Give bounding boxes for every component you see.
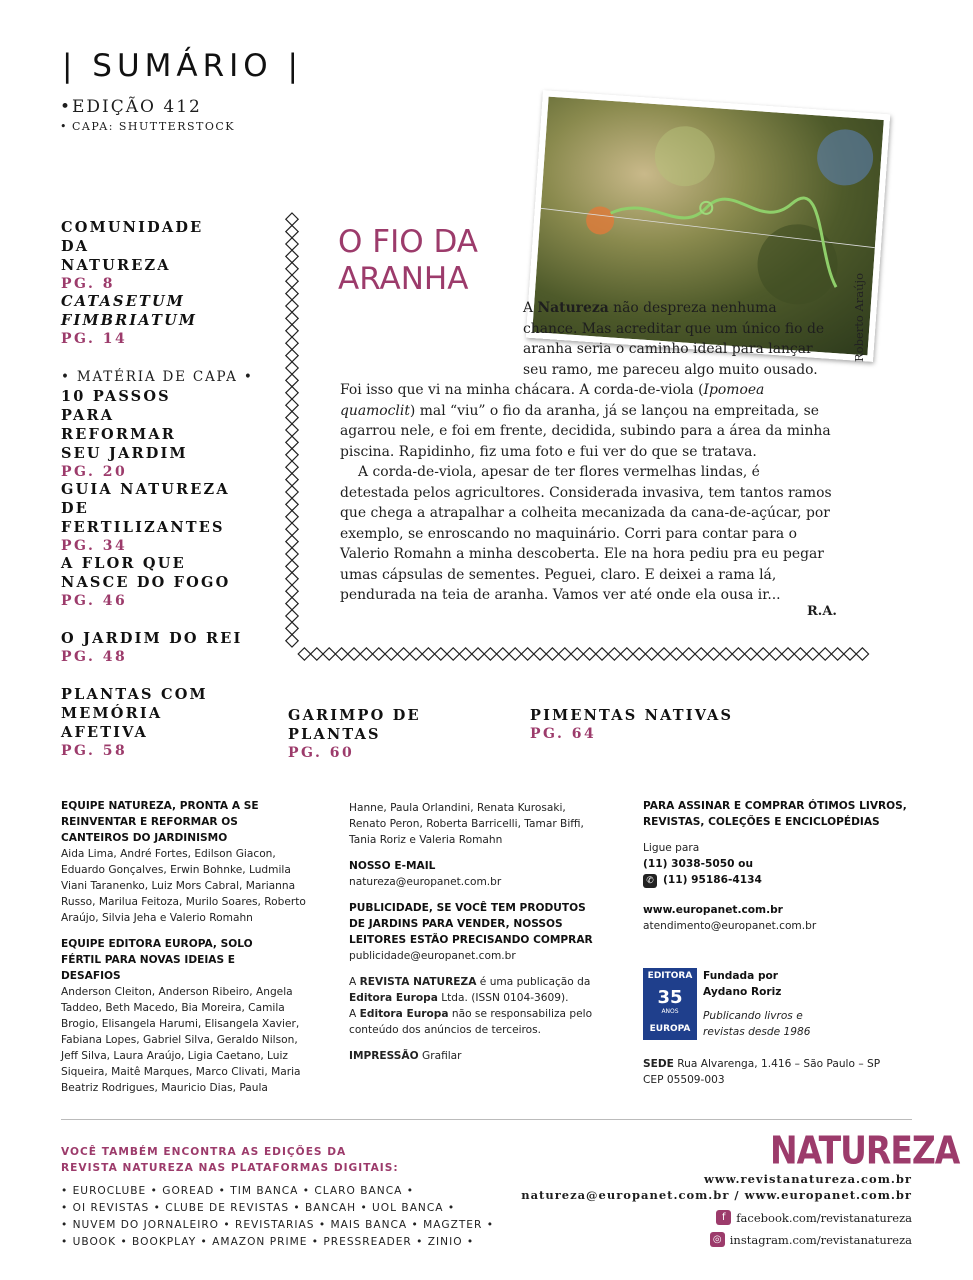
diamond-shape (298, 648, 310, 660)
diamond-shape (484, 648, 496, 660)
toc-item-title: PLANTAS COM MEMÓRIA AFETIVA (61, 686, 208, 741)
diamond-shape (286, 287, 298, 299)
diamond-shape (596, 648, 608, 660)
diamond-shape (286, 300, 298, 312)
diamond-shape (856, 648, 868, 660)
diamond-shape (286, 461, 298, 473)
diamond-shape (286, 387, 298, 399)
diamond-shape (286, 250, 298, 262)
diamond-shape (844, 648, 856, 660)
diamond-shape (335, 648, 347, 660)
toc-item-page: PG. 20 (61, 464, 128, 480)
diamond-shape (658, 648, 670, 660)
diamond-shape (534, 648, 546, 660)
toc-item-page: PG. 48 (61, 649, 128, 665)
diamond-shape (348, 648, 360, 660)
page-title: | SUMÁRIO | (62, 48, 303, 84)
footer-divider (61, 1119, 912, 1120)
article-body (340, 298, 833, 606)
diamond-shape (286, 362, 298, 374)
diamond-shape (459, 648, 471, 660)
natureza-logo: NATUREZA (770, 1128, 960, 1173)
toc-item[interactable] (61, 368, 261, 482)
diamond-shape (807, 648, 819, 660)
diamond-shape (286, 473, 298, 485)
diamond-shape (286, 535, 298, 547)
diamond-shape (323, 648, 335, 660)
diamond-shape (286, 635, 298, 647)
toc-item[interactable] (61, 629, 261, 667)
diamond-shape (447, 648, 459, 660)
diamond-shape (782, 648, 794, 660)
toc-item[interactable] (61, 554, 261, 611)
diamond-shape (286, 511, 298, 523)
diamond-shape (546, 648, 558, 660)
diamond-shape (286, 597, 298, 609)
instagram-icon: ◎ (710, 1232, 725, 1247)
diamond-shape (286, 622, 298, 634)
toc-item-page: PG. 14 (61, 331, 128, 347)
diamond-shape (819, 648, 831, 660)
diamond-shape (435, 648, 447, 660)
diamond-shape (794, 648, 806, 660)
toc-item-page: PG. 60 (288, 745, 355, 761)
diamond-shape (286, 263, 298, 275)
facebook-icon: f (716, 1210, 731, 1225)
publicidade-email-link[interactable]: publicidade@europanet.com.br (349, 950, 516, 962)
article-paragraph: A corda-de-viola, apesar de ter flores vermelhas lindas, é detestada pelos agricultores. Considerada invasiva, tem tantos ramos que chega a atrapalhar a colheita mecanizada da cana-de-açúcar, por exemplo, se enroscando no maquinário. Corri para contar para o Valerio Romahn a minha descoberta. Ele na hora pediu pra eu pegar umas cápsulas de sementes. Peguei, claro. E deixei a rama lá, pendurada na teia de aranha. Vamos ver até onde ela ousa ir... (340, 464, 832, 603)
text-wrap-space (340, 298, 523, 360)
diamond-shape (645, 648, 657, 660)
toc-item-page: PG. 34 (61, 538, 128, 554)
diamond-shape (286, 573, 298, 585)
diamond-shape (286, 275, 298, 287)
diamond-shape (583, 648, 595, 660)
toc-item-title: GUIA NATUREZA DE FERTILIZANTES (61, 481, 230, 536)
toc-item-page: PG. 58 (61, 743, 128, 759)
diamond-shape (286, 349, 298, 361)
toc-item-kicker: • MATÉRIA DE CAPA • (61, 369, 254, 385)
diamond-shape (422, 648, 434, 660)
diamond-shape (286, 498, 298, 510)
diamond-shape (559, 648, 571, 660)
credits-column-3: PARA ASSINAR E COMPRAR ÓTIMOS LIVROS, REVISTAS, COLEÇÕES E ENCICLOPÉDIAS Ligue para (11) 3038-5050 ou ✆ (11) 95186-4134 www.europanet.com.br atendimento@europanet.com.br (643, 798, 913, 934)
article-title: O FIO DA ARANHA (338, 224, 479, 297)
platforms-list: • EUROCLUBE • GOREAD • TIM BANCA • CLARO BANCA • • OI REVISTAS • CLUBE DE REVISTAS • BANCAH • UOL BANCA • • NUVEM DO JORNALEIRO • REVISTARIAS • MAIS BANCA • MAGZTER • • UBOOK • BOOKPLAY • AMAZON PRIME • PRESSREADER • ZINIO • (61, 1185, 494, 1248)
diamond-shape (286, 312, 298, 324)
diamond-shape (286, 424, 298, 436)
cover-credit: • CAPA: SHUTTERSTOCK (60, 120, 236, 133)
toc-item-page: PG. 64 (530, 726, 597, 742)
toc-item-title: O JARDIM DO REI (61, 630, 243, 647)
toc-item-title: A FLOR QUE NASCE DO FOGO (61, 555, 231, 591)
diamond-shape (286, 374, 298, 386)
diamond-shape (360, 648, 372, 660)
diamond-shape (707, 648, 719, 660)
platforms-heading: VOCÊ TAMBÉM ENCONTRA AS EDIÇÕES DA REVISTA NATUREZA NAS PLATAFORMAS DIGITAIS: (61, 1146, 399, 1174)
diamond-shape (286, 213, 298, 225)
diamond-shape (286, 449, 298, 461)
diamond-shape (286, 585, 298, 597)
diamond-shape (286, 523, 298, 535)
editora-europa-badge: EDITORA 35 ANOS EUROPA (643, 968, 697, 1040)
toc-item-page: PG. 8 (61, 276, 115, 292)
diamond-shape (497, 648, 509, 660)
diamond-shape (509, 648, 521, 660)
diamond-shape (286, 436, 298, 448)
toc-item-page: PG. 46 (61, 593, 128, 609)
diamond-shape (621, 648, 633, 660)
toc-item[interactable] (61, 480, 261, 556)
toc-item[interactable] (530, 706, 760, 744)
diamond-shape (831, 648, 843, 660)
diamond-shape (608, 648, 620, 660)
atendimento-link[interactable]: atendimento@europanet.com.br (643, 920, 817, 932)
toc-item[interactable] (61, 292, 261, 349)
diamond-shape (397, 648, 409, 660)
email-link[interactable]: natureza@europanet.com.br (349, 876, 502, 888)
toc-item[interactable] (61, 218, 261, 294)
toc-item-title: 10 PASSOS PARA REFORMAR SEU JARDIM (61, 388, 188, 462)
toc-item[interactable] (288, 706, 518, 763)
diamond-shape (286, 560, 298, 572)
diamond-shape (373, 648, 385, 660)
diamond-shape (286, 610, 298, 622)
diamond-shape (410, 648, 422, 660)
diamond-shape (571, 648, 583, 660)
diamond-shape (286, 225, 298, 237)
diamond-shape (732, 648, 744, 660)
phone-1[interactable]: (11) 3038-5050 ou (643, 858, 753, 870)
photo-credit: Roberto Araújo (852, 272, 866, 362)
instagram-link[interactable]: ◎ instagram.com/revistanatureza (710, 1232, 912, 1247)
phone-2[interactable]: ✆ (11) 95186-4134 (643, 872, 913, 888)
diamond-shape (472, 648, 484, 660)
sede-info: SEDE Rua Alvarenga, 1.416 – São Paulo – SP CEP 05509-003 (643, 1058, 881, 1086)
toc-item-title: CATASETUM FIMBRIATUM (61, 293, 198, 329)
diamond-shape (286, 337, 298, 349)
credits-column-2: Hanne, Paula Orlandini, Renata Kurosaki, Renato Peron, Roberta Barricelli, Tamar Biffi, Tania Roriz e Valeria Romahn NOSSO E-MAIL natureza@europanet.com.br PUBLICIDADE, SE VOCÊ TEM PRODUTOS DE JARDINS PARA VENDER, NOSSOS LEITORES ESTÃO PRECISANDO COMPRAR publicidade@europanet.com.br A REVISTA NATUREZA é uma publicação da Editora Europa Ltda. (ISSN 0104-3609). A Editora Europa não se responsabiliza pelo conteúdo dos anúncios de terceiros. IMPRESSÃO Grafilar (349, 802, 593, 1062)
site-link[interactable]: www.europanet.com.br (643, 904, 783, 916)
toc-item[interactable] (61, 685, 261, 761)
diamond-shape (695, 648, 707, 660)
contact-links[interactable]: natureza@europanet.com.br / www.europanet.com.br (521, 1188, 912, 1202)
diamond-shape (286, 238, 298, 250)
diamond-shape (757, 648, 769, 660)
diamond-shape (769, 648, 781, 660)
article-signature: R.A. (807, 604, 837, 619)
diamond-shape (286, 399, 298, 411)
diamond-shape (286, 325, 298, 337)
diamond-shape (633, 648, 645, 660)
diamond-shape (286, 411, 298, 423)
website-link[interactable]: www.revistanatureza.com.br (703, 1172, 912, 1186)
diamond-shape (720, 648, 732, 660)
diamond-shape (670, 648, 682, 660)
facebook-link[interactable]: f facebook.com/revistanatureza (716, 1210, 912, 1225)
fundada-info: Fundada por Aydano Roriz Publicando livros e revistas desde 1986 (703, 970, 811, 1038)
edition-number: •EDIÇÃO 412 (60, 97, 202, 117)
whatsapp-icon: ✆ (643, 874, 657, 888)
diamond-shape (745, 648, 757, 660)
diamond-shape (385, 648, 397, 660)
diamond-shape (521, 648, 533, 660)
diamond-shape (286, 486, 298, 498)
toc-item-title: PIMENTAS NATIVAS (530, 707, 734, 724)
diamond-shape (683, 648, 695, 660)
toc-item-title: COMUNIDADE DA NATUREZA (61, 219, 204, 274)
diamond-shape (311, 648, 323, 660)
credits-column-1: EQUIPE NATUREZA, PRONTA A SE REINVENTAR E REFORMAR OS CANTEIROS DO JARDINISMO Aida Lima, André Fortes, Edilson Giacon, Eduardo Gonçalves, Erwin Bohnke, Ludmila Viani Taranenko, Luiz Mors Cabral, Marianna Russo, Marilua Feitoza, Murilo Soares, Roberto Araújo, Silvia Jeha e Valerio Romahn EQUIPE EDITORA EUROPA, SOLO FÉRTIL PARA NOVAS IDEIAS E DESAFIOS Anderson Cleiton, Anderson Ribeiro, Angela Taddeo, Beth Macedo, Bia Moreira, Camila Brogio, Elisangela Harumi, Elisangela Xavier, Fabiana Lopes, Gabriel Silva, Geraldo Nilson, Jeff Silva, Laura Araújo, Ligia Caetano, Luiz Siqueira, Maitê Marques, Marco Clivati, Maria Beatriz Rodrigues, Mauricio Dias, Paula (61, 800, 306, 1094)
toc-item-title: GARIMPO DE PLANTAS (288, 707, 421, 743)
article-paragraph: A Natureza não despreza nenhuma chance. Mas acreditar que um único fio de aranha seria o caminho ideal para lançar seu ramo, me pareceu algo muito ousado. Foi isso que vi na minha chácara. A corda-de-viola (Ipomoea quamoclit) mal “viu” o fio da aranha, já se lançou na empreitada, se agarrou nele, e foi em frente, decidida, subindo para a área da minha piscina. Rapidinho, fiz uma foto e fui ver do que se tratava. (340, 300, 831, 460)
diamond-shape (286, 548, 298, 560)
